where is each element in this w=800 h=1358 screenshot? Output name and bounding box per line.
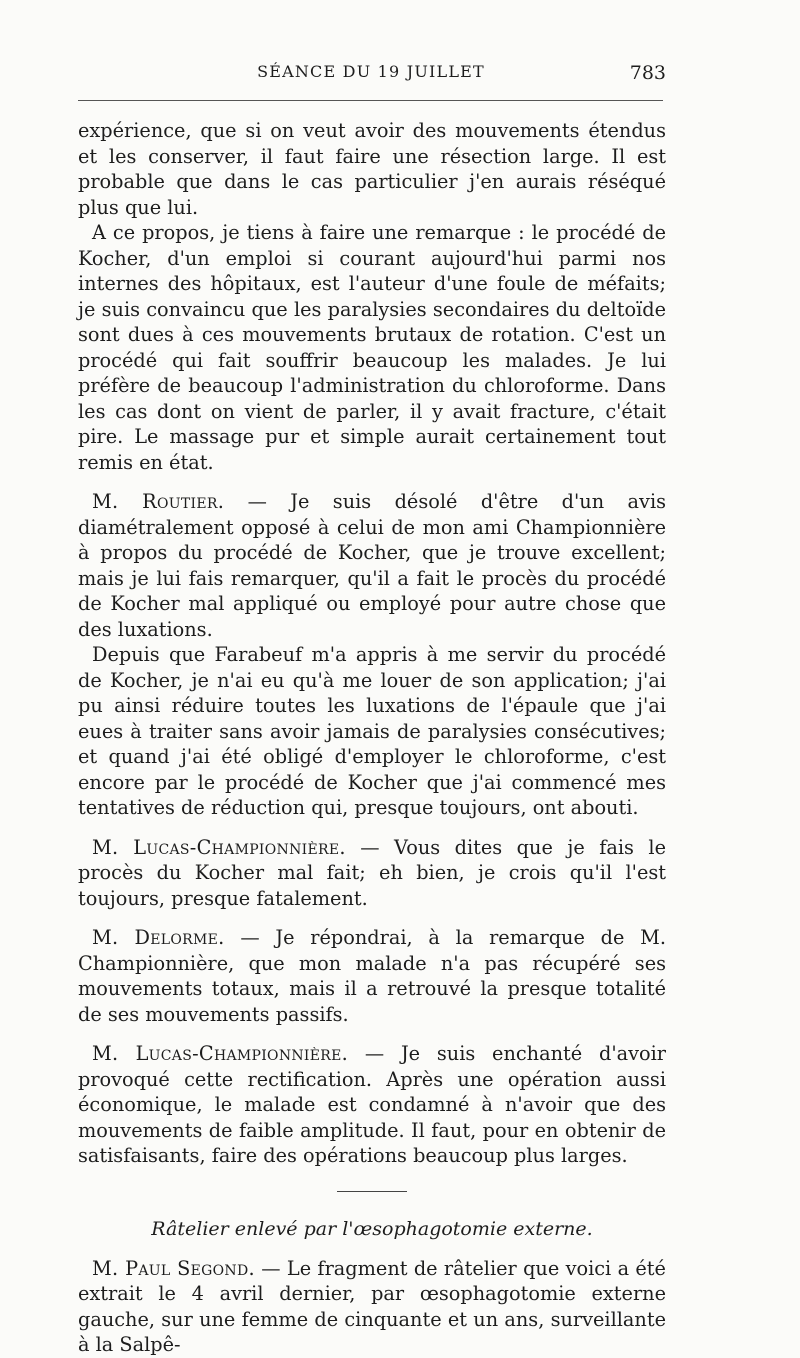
page-header: [76, 62, 666, 90]
paragraph: [78, 220, 666, 475]
paragraph-text: — Vous dites que je fais le procès du Kocher mal fait; eh bien, je crois qu'il l'est toujours, presque fatalement.: [78, 835, 666, 910]
page-number: 783: [629, 62, 666, 84]
speaker-name: M. Routier.: [92, 490, 225, 513]
paragraph: [78, 642, 666, 821]
section-separator: [337, 1191, 407, 1192]
paragraph: [78, 1256, 666, 1358]
paragraph-text: Depuis que Farabeuf m'a appris à me servir du procédé de Kocher, je n'ai eu qu'à me louer de son application; j'ai pu ainsi réduire toutes les luxations de l'épaule que j'ai eues à traiter sans avoir jamais de paralysies consécutives; et quand j'ai été obligé d'employer le chloroforme, c'est encore par le procédé de Kocher que j'ai commencé mes tentatives de réduction qui, presque toujours, ont abouti.: [78, 643, 666, 819]
paragraph-text: — Je répondrai, à la remarque de M. Championnière, que mon malade n'a pas récupéré ses mouvements totaux, mais il a retrouvé la presque totalité de ses mouvements passifs.: [78, 926, 666, 1026]
paragraph-text: A ce propos, je tiens à faire une remarque : le procédé de Kocher, d'un emploi si courant aujourd'hui parmi nos internes des hôpitaux, est l'auteur d'une foule de méfaits; je suis convaincu que les paralysies secondaires du deltoïde sont dues à ces mouvements brutaux de rotation. C'est un procédé qui fait souffrir beaucoup les malades. Je lui préfère de beaucoup l'administration du chloroforme. Dans les cas dont on vient de parler, il y avait fracture, c'était pire. Le massage pur et simple aurait certainement tout remis en état.: [78, 221, 666, 474]
speaker-name: M. Lucas-Championnière.: [92, 835, 346, 859]
paragraph-text: — Je suis enchanté d'avoir provoqué cette rectification. Après une opération aussi économique, le malade est condamné à n'avoir que des mouvements de faible amplitude. Il faut, pour en obtenir de satisfaisants, faire des opérations beaucoup plus larges.: [78, 1042, 666, 1167]
speaker-name: M. Delorme.: [92, 926, 225, 949]
paragraph: [78, 835, 666, 912]
speaker-name: M. Lucas-Championnière.: [92, 1042, 349, 1065]
paragraph-text: expérience, que si on veut avoir des mouvements étendus et les conserver, il faut faire une résection large. Il est probable que dans le cas particulier j'en aurais réséqué plus que lui.: [78, 119, 666, 219]
paragraph-text: — Je suis désolé d'être d'un avis diamétralement opposé à celui de mon ami Championnière à propos du procédé de Kocher, que je trouve excellent; mais je lui fais remarquer, qu'il a fait le procès du procédé de Kocher mal appliqué ou employé pour autre chose que des luxations.: [78, 490, 666, 641]
paragraph: [78, 118, 666, 220]
paragraph: [78, 925, 666, 1027]
paragraph: [78, 489, 666, 642]
speaker-name: M. Paul Segond.: [92, 1256, 255, 1280]
running-title: SÉANCE DU 19 JUILLET: [257, 62, 485, 81]
paragraph: [78, 1041, 666, 1169]
section-heading: Râtelier enlevé par l'œsophagotomie externe.: [151, 1217, 593, 1240]
paragraph-text: — Le fragment de râtelier que voici a été extrait le 4 avril dernier, par œsophagotomie externe gauche, sur une femme de cinquante et un ans, surveillante à la Salpê-: [78, 1256, 666, 1356]
page-body: [78, 118, 666, 1358]
header-rule: [78, 100, 663, 101]
